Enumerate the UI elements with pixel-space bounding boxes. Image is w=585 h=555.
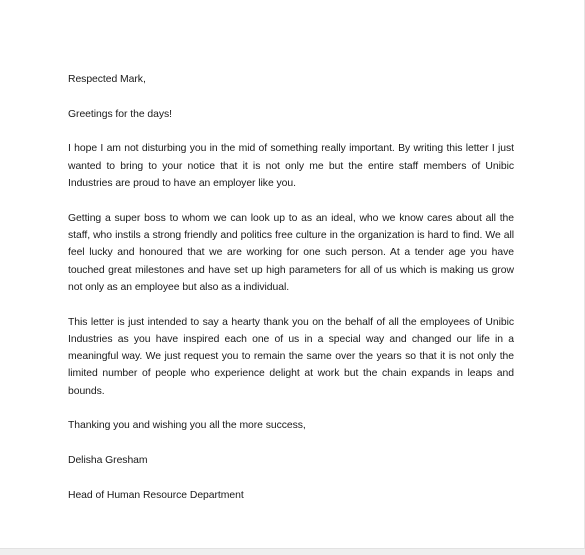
signature-name: Delisha Gresham	[68, 455, 148, 467]
closing-line: Thanking you and wishing you all the more success,	[68, 420, 306, 432]
signature-title: Head of Human Resource Department	[68, 489, 244, 501]
letter-body	[68, 71, 514, 521]
paragraph-thanks: This letter is just intended to say a hearty thank you on the behalf of all the employees of Unibic Industries as you have inspired each one of us in a special way and changed our life in a meaningful way. We just request you to remain the same over the years so that it is not only the limited number of people who experience delight at work but the chain expands in leaps and bounds.	[68, 316, 514, 397]
paragraph-intro: I hope I am not disturbing you in the mid of something really important. By writing this letter I just wanted to bring to your notice that it is not only me but the entire staff members of Unibic Industries are proud to have an employer like you.	[68, 143, 514, 189]
salutation: Respected Mark,	[68, 74, 146, 85]
page-bottom-edge	[0, 548, 585, 555]
greeting: Greetings for the days!	[68, 108, 172, 120]
paragraph-praise: Getting a super boss to whom we can look up to as an ideal, who we know cares about all the staff, who instils a strong friendly and politics free culture in the organization is hard to find. We all feel lucky and honoured that we are working for one such person. At a tender age you have touched great milestones and have set up high parameters for all of us which is making us grow not only as an employee but also as a individual.	[68, 212, 514, 293]
